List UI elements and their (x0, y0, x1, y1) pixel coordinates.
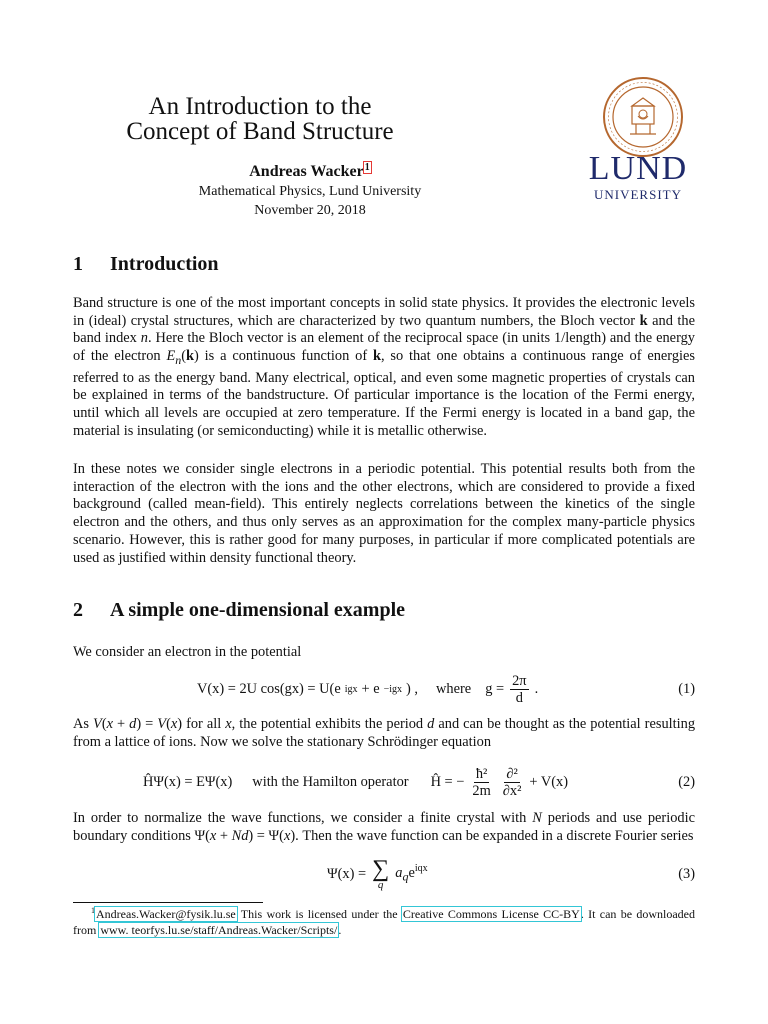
footnote-text: This work is licensed under the (236, 907, 402, 921)
section-2-paragraph-b (73, 810, 695, 845)
text-run: . Here the Bloch vector is an element of the reciprocal space (in units 1/length) and the energy of the electron (73, 330, 695, 365)
math-x: x (225, 716, 232, 732)
text-run: As (73, 716, 94, 732)
eq3-sum (372, 855, 390, 891)
paper-title (110, 94, 410, 144)
footnote-text: . (338, 923, 342, 937)
lund-wordmark: LUND (588, 150, 688, 187)
text-run: ) for all (177, 716, 226, 732)
text-run: ( (101, 716, 107, 732)
text-run: and can be thought as the potential resulting from a lattice of ions. Now we solve the stationary Schrödinger equation (73, 716, 696, 750)
eq3-a-sub: q (402, 869, 409, 884)
text-run: + (113, 716, 130, 732)
equation-3-number: (3) (678, 865, 695, 882)
eq3-a: a (395, 864, 403, 881)
math-d: d (129, 716, 137, 732)
eq3-term (395, 863, 427, 885)
eq1-numerator: 2π (512, 672, 527, 689)
text-run: ( (181, 348, 187, 365)
equation-2-body (143, 760, 568, 804)
text-run: and the band index (73, 312, 695, 347)
eq2-tail: + V(x) (529, 773, 569, 790)
section-1-paragraph-1 (73, 295, 695, 441)
title-line-2: Concept of Band Structure (126, 118, 394, 145)
math-k: k (639, 312, 648, 329)
text-run: Band structure is one of the most important concepts in solid state physics. It provides the electronic levels in (ideal) crystal structures, which are characterized by two quantum numbers, the Bloch vector (73, 295, 695, 329)
eq1-mid: + e (361, 680, 380, 697)
eq1-dot: . (534, 680, 539, 697)
footnote-url-link[interactable]: www. teorfys.lu.se/staff/Andreas.Wacker/Scripts/ (100, 923, 338, 937)
eq2-lhs: ĤΨ(x) = EΨ(x) (143, 773, 233, 790)
footnote-rule (73, 902, 263, 903)
equation-3-body (327, 852, 428, 896)
date: November 20, 2018 (254, 203, 366, 218)
math-E: E (166, 348, 176, 365)
author-name-line (160, 162, 460, 182)
footnote-marker-link[interactable]: 1 (364, 161, 370, 173)
text-run: ) = Ψ( (248, 827, 284, 844)
text-run: ) is a continuous function of (194, 348, 373, 365)
math-V: V (157, 716, 167, 732)
section-2-paragraph-a (73, 716, 695, 751)
eq1-lhs: V(x) = 2U cos(gx) = U(e (197, 680, 341, 697)
text-run: In order to normalize the wave functions, we consider a finite crystal with (73, 810, 533, 826)
math-V: V (93, 716, 102, 732)
lund-university-logo (582, 76, 686, 206)
math-n: n (140, 330, 148, 347)
text-run: ). Then the wave function can be expanded in a discrete Fourier series (290, 827, 694, 844)
math-x: x (209, 827, 217, 844)
equation-3 (73, 852, 695, 896)
eq3-sum-index: q (377, 878, 384, 891)
math-x: x (283, 827, 291, 844)
eq1-fraction (510, 673, 528, 706)
footnote (73, 906, 695, 938)
equation-1-body (197, 667, 538, 711)
section-2-intro: We consider an electron in the potential (73, 644, 302, 660)
math-n-sub: n (175, 352, 182, 367)
eq1-exp1: igx (344, 683, 358, 695)
equation-2-number: (2) (678, 773, 695, 790)
eq2-h: Ĥ = − (430, 773, 465, 790)
math-Nd: Nd (231, 827, 249, 844)
math-N: N (532, 810, 542, 826)
section-1-paragraph-2: In these notes we consider single electrons in a periodic potential. This potential results both from the interaction of the electron with the ions and the other electrons, which are considered to provide a fixed background (called mean-field). This entirely neglects correlations between the kinetics of the single electron and the others, and thus only serves as an approximation for the complex many-particle physics scenario. However, this is rather good for many purposes, in particular if more complicated potentials are used as justified within density functional theory. (73, 461, 695, 566)
eq2-fraction-1 (470, 766, 492, 799)
text-run: ( (166, 716, 171, 732)
eq3-exp: iqx (414, 863, 428, 875)
eq2-num1: ħ² (475, 765, 488, 782)
text-run: , the potential exhibits the period (231, 716, 428, 732)
eq1-denominator: d (515, 689, 523, 706)
section-2-heading (73, 598, 405, 622)
university-wordmark: UNIVERSITY (594, 187, 682, 202)
eq1-where: where (436, 680, 472, 697)
eq2-den1: 2m (472, 782, 491, 799)
math-k: k (186, 348, 195, 365)
eq3-e: e (408, 864, 415, 881)
title-line-1: An Introduction to the (148, 93, 372, 120)
math-k: k (372, 348, 381, 365)
section-number: 2 (73, 599, 83, 621)
footnote-number: 1 (91, 906, 95, 915)
footnote-license-link[interactable]: Creative Commons License CC-BY (402, 907, 580, 921)
text-run: + (216, 827, 232, 844)
eq2-den2: ∂x² (502, 782, 522, 799)
math-x: x (170, 716, 178, 732)
section-title: Introduction (110, 253, 219, 275)
sum-icon: ∑ (372, 855, 390, 882)
eq1-end: ) , (406, 680, 419, 697)
section-number: 1 (73, 253, 83, 275)
text-run: periods and use periodic boundary conditions Ψ( (73, 810, 695, 844)
math-x: x (106, 716, 113, 732)
equation-1 (73, 667, 695, 711)
math-d: d (427, 716, 435, 732)
text-run: ) = (136, 716, 158, 732)
eq2-fraction-2 (501, 766, 524, 799)
footnote-text: . It can be downloaded from (73, 907, 695, 937)
text-run: , so that one obtains a continuous range of energies referred to as the energy band. Many electrical, optical, and even some magnetic properties of crystals can be explained in terms of the bandstructure. Of particular importance is the location of the Fermi energy, until which all levels are occupied at zero temperature. If the Fermi energy is located in a band gap, the material is insulating (or semiconducting) while it is metallic otherwise. (73, 348, 696, 439)
equation-2 (73, 760, 695, 804)
footnote-email-link[interactable]: Andreas.Wacker@fysik.lu.se (96, 907, 236, 921)
section-title: A simple one-dimensional example (110, 599, 406, 621)
university-seal-icon (602, 76, 684, 158)
affiliation: Mathematical Physics, Lund University (198, 184, 422, 199)
eq1-g-lhs: g = (485, 680, 505, 697)
eq2-num2: ∂² (506, 765, 518, 782)
eq3-lhs: Ψ(x) = (327, 865, 367, 882)
eq2-text: with the Hamilton operator (252, 773, 409, 790)
author-block (160, 162, 460, 220)
author-name: Andreas Wacker (249, 163, 364, 180)
section-1-heading (73, 252, 219, 276)
eq1-exp2: −igx (383, 683, 403, 695)
equation-1-number: (1) (678, 680, 695, 697)
